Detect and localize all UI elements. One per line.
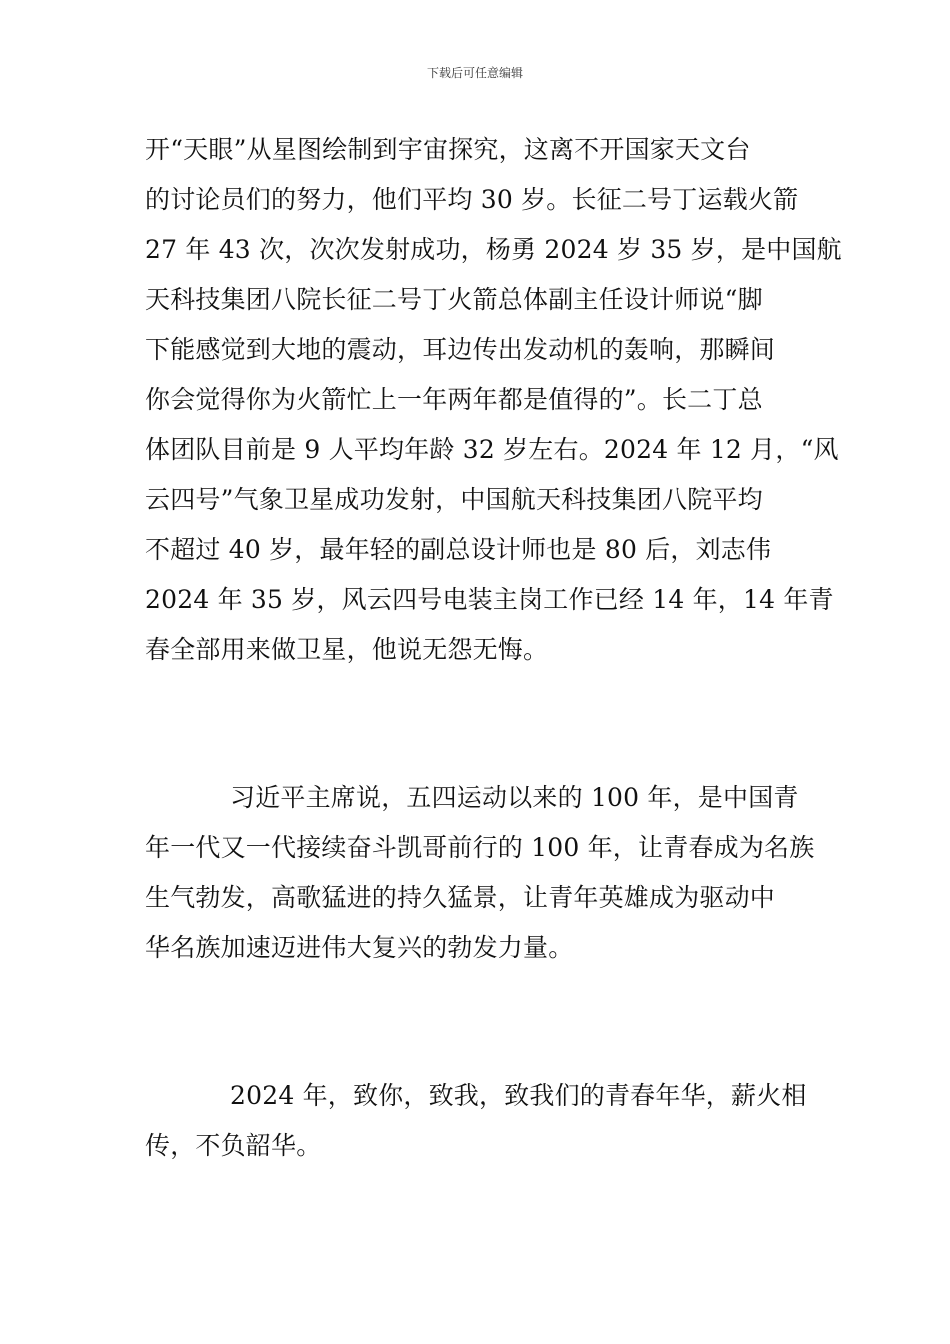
text-line: 2024 年 35 岁，风云四号电装主岗工作已经 14 年，14 年青 [145,585,834,614]
text-line: 你会觉得你为火箭忙上一年两年都是值得的”。长二丁总 [145,385,763,414]
text-line: 体团队目前是 9 人平均年龄 32 岁左右。2024 年 12 月，“风 [145,435,839,464]
text-line: 生气勃发，高歌猛进的持久猛景，让青年英雄成为驱动中 [145,883,776,912]
text-line: 习近平主席说，五四运动以来的 100 年，是中国青 [230,783,799,812]
text-line: 年一代又一代接续奋斗凯哥前行的 100 年，让青春成为名族 [145,833,815,862]
text-line: 不超过 40 岁，最年轻的副总设计师也是 80 后，刘志伟 [145,535,772,564]
text-line: 开“天眼”从星图绘制到宇宙探究，这离不开国家天文台 [145,135,751,164]
text-line: 云四号”气象卫星成功发射，中国航天科技集团八院平均 [145,485,763,514]
text-line: 传，不负韶华。 [145,1131,322,1160]
text-line: 天科技集团八院长征二号丁火箭总体副主任设计师说“脚 [145,285,763,314]
text-line: 27 年 43 次，次次发射成功，杨勇 2024 岁 35 岁，是中国航 [145,235,842,264]
text-line: 的讨论员们的努力，他们平均 30 岁。长征二号丁运载火箭 [145,185,799,214]
text-line: 2024 年，致你，致我，致我们的青春年华，薪火相 [230,1081,807,1110]
text-line: 春全部用来做卫星，他说无怨无悔。 [145,635,549,664]
page-header: 下载后可任意编辑 [426,66,523,80]
text-line: 华名族加速迈进伟大复兴的勃发力量。 [145,933,574,962]
text-line: 下能感觉到大地的震动，耳边传出发动机的轰响，那瞬间 [145,335,776,364]
